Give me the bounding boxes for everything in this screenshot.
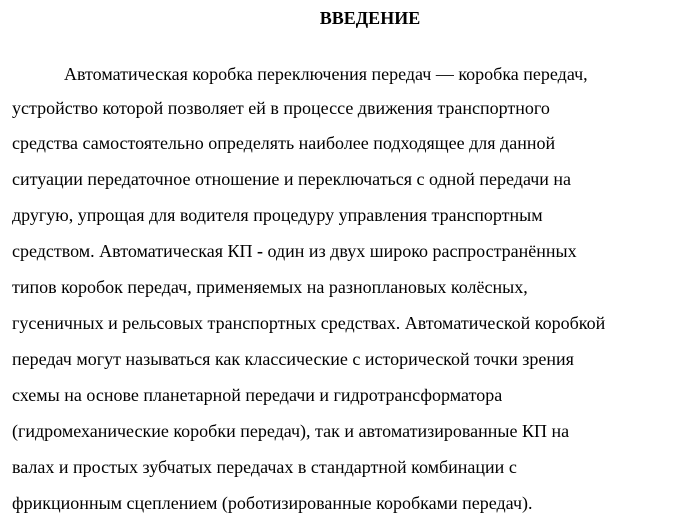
paragraph-line-3: средства самостоятельно определять наиболее подходящее для данной xyxy=(12,133,556,153)
paragraph-line-9: передач могут называться как классические с исторической точки зрения xyxy=(12,349,574,369)
paragraph-line-8: гусеничных и рельсовых транспортных средствах. Автоматической коробкой xyxy=(12,313,606,333)
paragraph-line-5: другую, упрощая для водителя процедуру управления транспортным xyxy=(12,205,543,225)
paragraph-line-13: фрикционным сцеплением (роботизированные коробками передач). xyxy=(12,493,533,513)
paragraph-line-7: типов коробок передач, применяемых на разноплановых колёсных, xyxy=(12,277,528,297)
paragraph-line-12: валах и простых зубчатых передачах в стандартной комбинации с xyxy=(12,457,517,477)
line-6-start: средством. Автоматическая КП xyxy=(12,241,253,261)
paragraph-line-4: ситуации передаточное отношение и переключаться с одной передачи на xyxy=(12,169,572,189)
paragraph-line-1: Автоматическая коробка переключения передач — коробка передач, xyxy=(64,64,588,84)
line-6-end: один из двух широко распространённых xyxy=(267,241,577,261)
paragraph-line-11: (гидромеханические коробки передач), так и автоматизированные КП на xyxy=(12,421,570,441)
paragraph-line-10: схемы на основе планетарной передачи и гидротрансформатора xyxy=(12,385,503,405)
paragraph-line-6 xyxy=(12,239,577,263)
bold-dash: - xyxy=(252,241,268,261)
document-title: ВВЕДЕНИЕ xyxy=(319,8,421,28)
paragraph-line-2: устройство которой позволяет ей в процессе движения транспортного xyxy=(12,98,550,118)
